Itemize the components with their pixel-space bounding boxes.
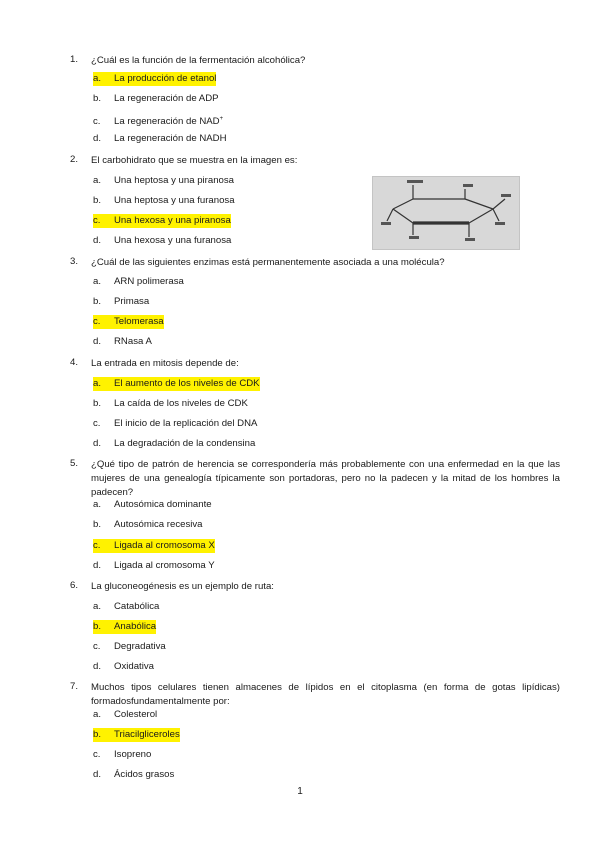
option-4a[interactable] <box>93 377 260 391</box>
option-letter: c. <box>93 641 101 652</box>
option-4d[interactable] <box>93 437 255 451</box>
option-letter: d. <box>93 336 102 347</box>
page-number: 1 <box>297 786 303 797</box>
option-7a[interactable] <box>93 708 157 722</box>
option-letter: d. <box>93 769 102 780</box>
option-2c[interactable] <box>93 214 231 228</box>
option-letter: b. <box>93 398 102 409</box>
option-2a[interactable] <box>93 174 234 188</box>
option-letter: b. <box>93 728 114 742</box>
option-text: La regeneración de ADP <box>114 93 219 104</box>
option-text: Triacilgliceroles <box>114 729 180 740</box>
option-4c[interactable] <box>93 417 257 431</box>
question-text: ¿Qué tipo de patrón de herencia se correspondería más probablemente con una enfermedad en la que las mujeres de una genealogía típicamente son portadoras, pero no la padecen y la mitad de los hombres la padecen? <box>91 459 560 498</box>
option-text: La producción de etanol <box>114 73 217 84</box>
option-letter: d. <box>93 661 102 672</box>
option-letter: a. <box>93 72 114 86</box>
question-text: La gluconeogénesis es un ejemplo de ruta: <box>91 581 274 592</box>
option-5d[interactable] <box>93 559 215 573</box>
option-text: Autosómica dominante <box>114 499 212 510</box>
option-text: Ligada al cromosoma X <box>114 540 215 551</box>
option-text: La caída de los niveles de CDK <box>114 398 248 409</box>
option-letter: a. <box>93 601 102 612</box>
option-letter: d. <box>93 235 102 246</box>
option-5c[interactable] <box>93 539 215 553</box>
option-6a[interactable] <box>93 600 159 614</box>
option-text: Telomerasa <box>114 316 164 327</box>
option-4b[interactable] <box>93 397 248 411</box>
option-text: RNasa A <box>114 336 152 347</box>
option-letter: c. <box>93 315 114 329</box>
option-3b[interactable] <box>93 295 149 309</box>
option-text: La regeneración de NADH <box>114 133 227 144</box>
option-text: Una heptosa y una furanosa <box>114 195 235 206</box>
question-text: ¿Cuál es la función de la fermentación alcohólica? <box>91 55 306 66</box>
option-letter: b. <box>93 93 102 104</box>
option-1a[interactable] <box>93 72 216 86</box>
option-text: Autosómica recesiva <box>114 519 203 530</box>
option-text: Primasa <box>114 296 150 307</box>
option-letter: c. <box>93 539 114 553</box>
question-text: La entrada en mitosis depende de: <box>91 358 239 369</box>
option-3a[interactable] <box>93 275 184 289</box>
option-text: Oxidativa <box>114 661 154 672</box>
option-5a[interactable] <box>93 498 212 512</box>
option-letter: c. <box>93 749 101 760</box>
option-3c[interactable] <box>93 315 164 329</box>
option-letter: b. <box>93 620 114 634</box>
option-text: Isopreno <box>114 749 152 760</box>
option-text: Colesterol <box>114 709 158 720</box>
option-letter: a. <box>93 175 102 186</box>
question-text: El carbohidrato que se muestra en la imagen es: <box>91 155 298 166</box>
option-letter: c. <box>93 116 101 127</box>
option-1d[interactable] <box>93 132 227 146</box>
question-text: Muchos tipos celulares tienen almacenes de lípidos en el citoplasma (en forma de gotas lipídicas) formadosfundamentalmente por: <box>91 682 560 707</box>
option-text: Una hexosa y una piranosa <box>114 215 231 226</box>
option-2d[interactable] <box>93 234 231 248</box>
option-text: El inicio de la replicación del DNA <box>114 418 258 429</box>
option-letter: d. <box>93 438 102 449</box>
option-text: Degradativa <box>114 641 166 652</box>
option-6d[interactable] <box>93 660 154 674</box>
question-number: 7. <box>70 681 79 692</box>
option-letter: d. <box>93 133 102 144</box>
question-number: 1. <box>70 54 79 65</box>
option-letter: b. <box>93 195 102 206</box>
option-superscript: + <box>219 116 224 122</box>
option-letter: b. <box>93 296 102 307</box>
question-number: 6. <box>70 580 79 591</box>
option-letter: a. <box>93 709 102 720</box>
option-7b[interactable] <box>93 728 180 742</box>
option-text: ARN polimerasa <box>114 276 184 287</box>
option-1b[interactable] <box>93 92 219 106</box>
option-text: Ácidos grasos <box>114 769 175 780</box>
option-text: El aumento de los niveles de CDK <box>114 378 260 389</box>
option-letter: a. <box>93 377 114 391</box>
question-number: 5. <box>70 458 79 469</box>
option-letter: a. <box>93 499 102 510</box>
pyranose-ring-figure <box>372 176 520 250</box>
option-5b[interactable] <box>93 518 203 532</box>
option-text: Ligada al cromosoma Y <box>114 560 215 571</box>
option-text: Una heptosa y una piranosa <box>114 175 235 186</box>
option-text: Catabólica <box>114 601 160 612</box>
option-letter: c. <box>93 214 114 228</box>
option-text: La regeneración de NAD <box>114 116 220 127</box>
option-6b[interactable] <box>93 620 156 634</box>
option-3d[interactable] <box>93 335 152 349</box>
question-number: 2. <box>70 154 79 165</box>
option-2b[interactable] <box>93 194 235 208</box>
option-letter: d. <box>93 560 102 571</box>
option-letter: a. <box>93 276 102 287</box>
option-7d[interactable] <box>93 768 174 782</box>
option-text: Una hexosa y una furanosa <box>114 235 232 246</box>
option-letter: b. <box>93 519 102 530</box>
question-number: 3. <box>70 256 79 267</box>
question-number: 4. <box>70 357 79 368</box>
option-7c[interactable] <box>93 748 151 762</box>
option-text: La degradación de la condensina <box>114 438 256 449</box>
option-6c[interactable] <box>93 640 166 654</box>
option-1c[interactable] <box>93 112 223 126</box>
option-letter: c. <box>93 418 101 429</box>
haworth-projection-diagram <box>373 177 519 249</box>
question-text: ¿Cuál de las siguientes enzimas está permanentemente asociada a una molécula? <box>91 257 445 268</box>
option-text: Anabólica <box>114 621 157 632</box>
